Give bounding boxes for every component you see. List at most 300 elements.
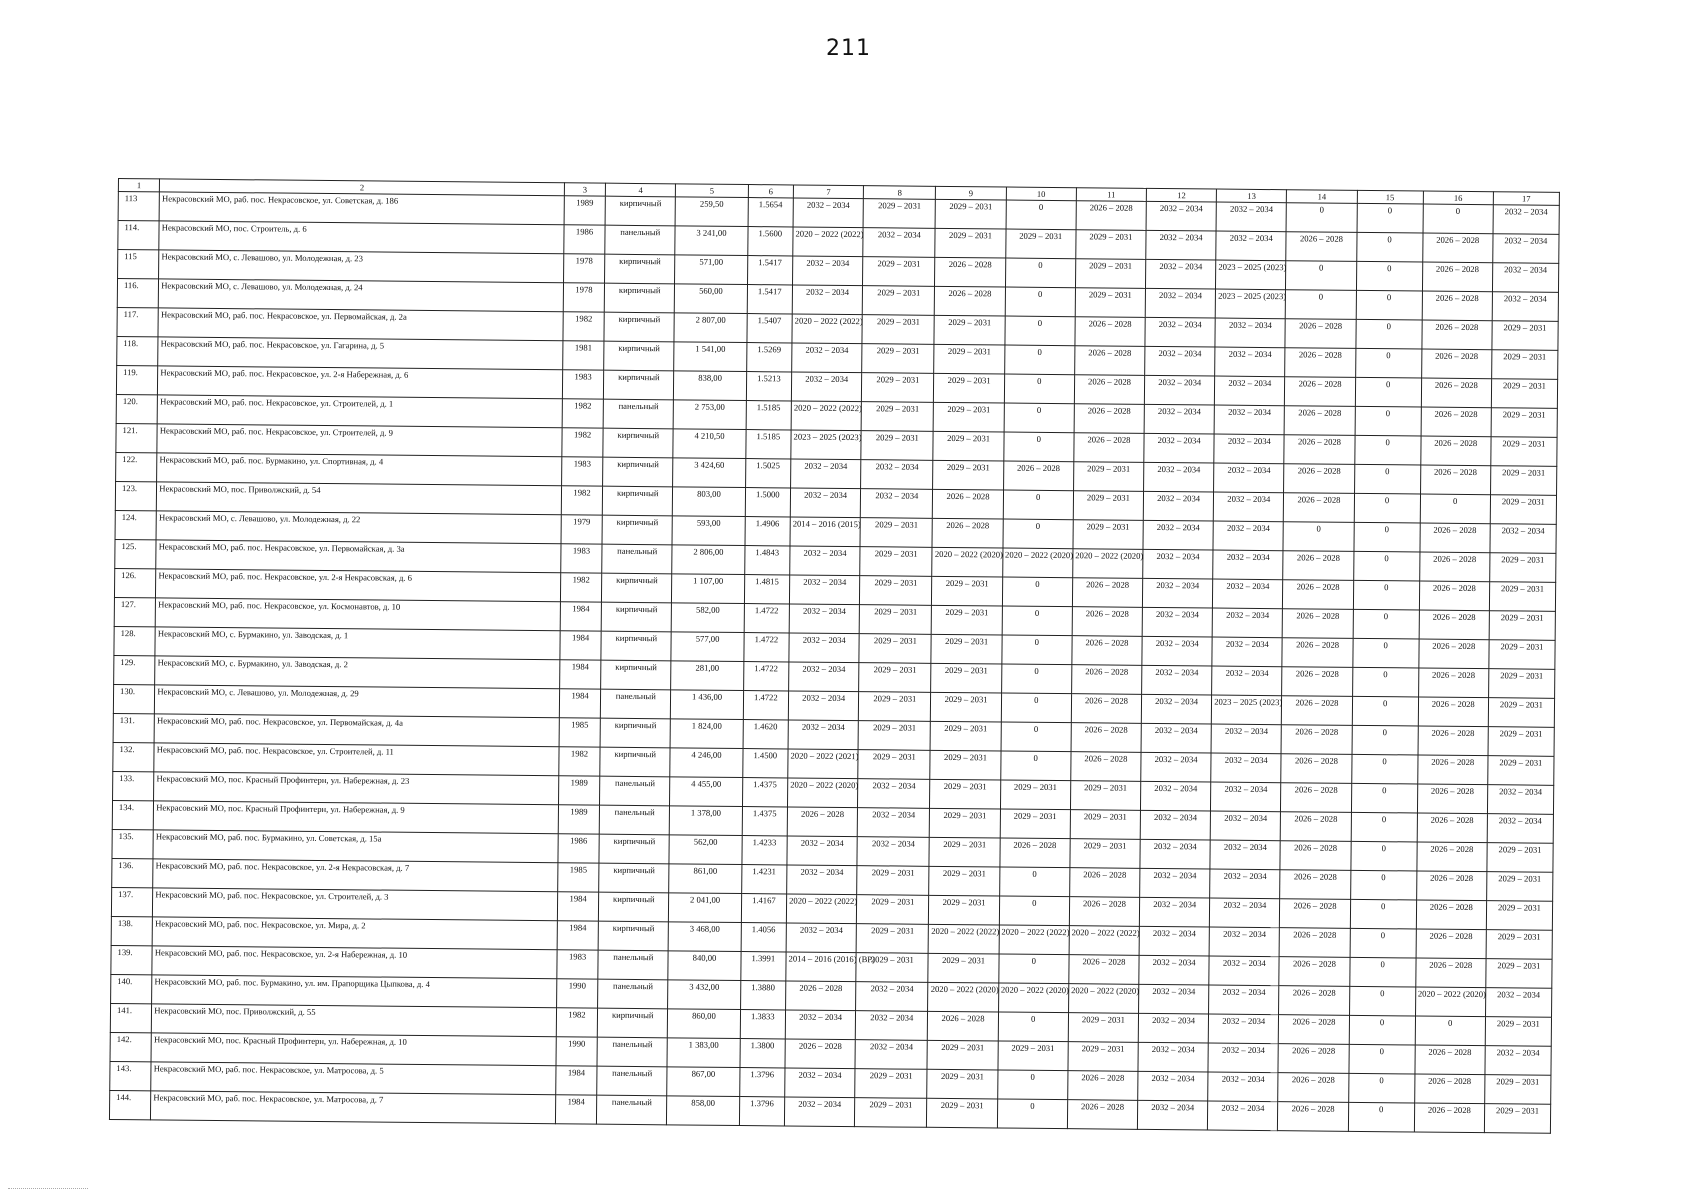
period-cell-col-12: 2032 – 2034 [1138,1071,1208,1101]
wall-material-cell: кирпичный [601,602,671,632]
period-cell-col-7: 2032 – 2034 [786,923,856,953]
wall-material-cell: кирпичный [601,631,671,661]
period-cell-col-14: 0 [1286,290,1356,320]
period-cell-col-7: 2020 – 2022 (2022) [793,227,863,257]
period-cell-col-12: 2032 – 2034 [1144,404,1214,434]
period-cell-col-8: 2029 – 2031 [859,663,932,693]
period-cell-col-12: 2032 – 2034 [1140,868,1210,898]
period-cell-col-14: 2026 – 2028 [1280,841,1350,871]
coefficient-cell: 1.3880 [740,981,786,1010]
period-cell-col-16: 2026 – 2028 [1421,378,1491,408]
year-cell: 1984 [556,1066,598,1095]
period-cell-col-10: 2029 – 2031 [998,1041,1068,1071]
year-cell: 1978 [563,283,605,312]
period-cell-col-11: 2026 – 2028 [1076,201,1146,231]
period-cell-col-7: 2020 – 2022 (2022) [791,401,861,431]
period-cell-col-17: 2029 – 2031 [1491,437,1557,467]
period-cell-col-13: 2032 – 2034 [1215,347,1285,377]
wall-material-cell: кирпичный [605,196,675,226]
period-cell-col-7: 2032 – 2034 [790,546,860,576]
period-cell-col-13: 2023 – 2025 (2023) [1216,260,1286,290]
period-cell-col-13: 2023 – 2025 (2023) [1212,695,1282,725]
period-cell-col-12: 2032 – 2034 [1141,752,1211,782]
period-cell-col-16: 2026 – 2028 [1422,320,1492,350]
period-cell-col-14: 2026 – 2028 [1281,725,1351,755]
period-cell-col-14: 2026 – 2028 [1282,667,1352,697]
period-cell-col-8: 2032 – 2034 [861,460,934,490]
period-cell-col-8: 2029 – 2031 [861,402,934,432]
period-cell-col-15: 0 [1349,986,1415,1016]
period-cell-col-8: 2029 – 2031 [863,257,936,287]
period-cell-col-17: 2029 – 2031 [1489,640,1555,670]
period-cell-col-12: 2032 – 2034 [1142,636,1212,666]
address-cell: Некрасовский МО, раб. пос. Некрасовское, ул. Строителей, д. 1 [157,395,562,428]
period-cell-col-14: 2026 – 2028 [1279,986,1349,1016]
period-cell-col-8: 2029 – 2031 [862,344,935,374]
period-cell-col-9: 2029 – 2031 [934,344,1004,374]
period-cell-col-12: 2032 – 2034 [1138,1042,1208,1072]
address-cell: Некрасовский МО, пос. Красный Профинтерн, ул. Набережная, д. 10 [151,1033,556,1066]
period-cell-col-13: 2032 – 2034 [1210,869,1280,899]
column-header: 7 [793,185,863,199]
address-cell: Некрасовский МО, раб. пос. Некрасовское, ул. 2-я Набережная, д. 10 [152,946,557,979]
period-cell-col-16: 2026 – 2028 [1421,407,1491,437]
wall-material-cell: кирпичный [605,254,675,284]
period-cell-col-10: 0 [1001,664,1071,694]
period-cell-col-15: 0 [1350,899,1416,929]
year-cell: 1983 [562,370,604,399]
row-number-cell: 139. [111,945,153,974]
period-cell-col-16: 2026 – 2028 [1417,755,1487,785]
period-cell-col-10: 2026 – 2028 [1003,461,1073,491]
year-cell: 1984 [559,689,601,718]
year-cell: 1983 [561,544,603,573]
period-cell-col-7: 2032 – 2034 [785,1010,855,1040]
period-cell-col-13: 2032 – 2034 [1209,985,1279,1015]
period-cell-col-10: 0 [1002,577,1072,607]
period-cell-col-16: 2026 – 2028 [1420,523,1490,553]
period-cell-col-17: 2029 – 2031 [1488,727,1554,757]
period-cell-col-8: 2029 – 2031 [862,373,935,403]
period-cell-col-12: 2032 – 2034 [1146,259,1216,289]
period-cell-col-13: 2032 – 2034 [1216,231,1286,261]
period-cell-col-7: 2032 – 2034 [789,633,859,663]
period-cell-col-13: 2032 – 2034 [1210,811,1280,841]
period-cell-col-16: 2026 – 2028 [1422,262,1492,292]
period-cell-col-7: 2032 – 2034 [791,372,861,402]
area-cell: 1 541,00 [674,342,747,372]
scan-artifact [8,1188,88,1192]
table-body [109,192,1559,1134]
period-cell-col-11: 2029 – 2031 [1076,230,1146,260]
period-cell-col-16: 2026 – 2028 [1419,610,1489,640]
period-cell-col-12: 2032 – 2034 [1140,839,1210,869]
row-number-cell: 132. [113,742,155,771]
row-number-cell: 118. [117,336,159,365]
period-cell-col-8: 2029 – 2031 [861,431,934,461]
wall-material-cell: кирпичный [599,892,669,922]
period-cell-col-7: 2032 – 2034 [791,459,861,489]
period-cell-col-10: 2029 – 2031 [1000,780,1070,810]
year-cell: 1986 [558,834,600,863]
column-header: 14 [1287,190,1357,204]
period-cell-col-11: 2029 – 2031 [1070,810,1140,840]
period-cell-col-8: 2029 – 2031 [855,1069,928,1099]
period-cell-col-15: 0 [1349,1044,1415,1074]
coefficient-cell: 1.3991 [740,952,786,981]
period-cell-col-13: 2032 – 2034 [1208,1072,1278,1102]
area-cell: 3 241,00 [675,226,748,256]
period-cell-col-15: 0 [1357,203,1423,233]
period-cell-col-13: 2032 – 2034 [1212,608,1282,638]
coefficient-cell: 1.3796 [739,1097,785,1126]
wall-material-cell: кирпичный [602,573,672,603]
area-cell: 571,00 [675,255,748,285]
period-cell-col-15: 0 [1353,609,1419,639]
period-cell-col-15: 0 [1349,1015,1415,1045]
wall-material-cell: кирпичный [597,1008,667,1038]
coefficient-cell: 1.4233 [742,836,788,865]
period-cell-col-10: 0 [997,1070,1067,1100]
period-cell-col-13: 2032 – 2034 [1216,202,1286,232]
period-cell-col-10: 0 [1006,200,1076,230]
wall-material-cell: панельный [599,805,669,835]
period-cell-col-8: 2029 – 2031 [860,547,933,577]
coefficient-cell: 1.4375 [742,778,788,807]
period-cell-col-13: 2032 – 2034 [1212,666,1282,696]
coefficient-cell: 1.3833 [740,1010,786,1039]
coefficient-cell: 1.4843 [744,546,790,575]
address-cell: Некрасовский МО, раб. пос. Бурмакино, ул. им. Прапорщика Цыпкова, д. 4 [152,975,557,1008]
period-cell-col-14: 0 [1286,203,1356,233]
coefficient-cell: 1.5000 [745,488,791,517]
period-cell-col-15: 0 [1355,406,1421,436]
year-cell: 1985 [559,718,601,747]
period-cell-col-11: 2026 – 2028 [1071,694,1141,724]
period-cell-col-14: 2026 – 2028 [1278,1073,1348,1103]
column-header: 5 [676,184,748,198]
period-cell-col-17: 2029 – 2031 [1486,901,1552,931]
period-cell-col-16: 0 [1415,1016,1485,1046]
period-cell-col-15: 0 [1353,580,1419,610]
coefficient-cell: 1.4056 [741,923,787,952]
row-number-cell: 135. [112,829,154,858]
area-cell: 582,00 [672,603,745,633]
period-cell-col-10: 0 [1004,345,1074,375]
wall-material-cell: кирпичный [604,283,674,313]
period-cell-col-7: 2032 – 2034 [787,865,857,895]
period-cell-col-9: 2029 – 2031 [932,576,1002,606]
period-cell-col-11: 2026 – 2028 [1075,317,1145,347]
area-cell: 867,00 [667,1067,740,1097]
period-cell-col-12: 2032 – 2034 [1139,955,1209,985]
address-cell: Некрасовский МО, раб. пос. Некрасовское, ул. 2-я Набережная, д. 6 [158,366,563,399]
period-cell-col-11: 2026 – 2028 [1068,1071,1138,1101]
area-cell: 838,00 [674,371,747,401]
period-cell-col-17: 2032 – 2034 [1492,292,1558,322]
period-cell-col-14: 0 [1283,522,1353,552]
row-number-cell: 129. [114,655,156,684]
wall-material-cell: панельный [602,544,672,574]
period-cell-col-13: 2032 – 2034 [1212,637,1282,667]
period-cell-col-15: 0 [1355,348,1421,378]
column-header: 4 [606,183,676,197]
period-cell-col-14: 2026 – 2028 [1285,348,1355,378]
wall-material-cell: кирпичный [601,660,671,690]
year-cell: 1984 [555,1095,597,1124]
period-cell-col-17: 2029 – 2031 [1486,959,1552,989]
period-cell-col-12: 2032 – 2034 [1145,346,1215,376]
period-cell-col-8: 2032 – 2034 [857,808,930,838]
year-cell: 1984 [560,631,602,660]
period-cell-col-7: 2026 – 2028 [786,981,856,1011]
period-cell-col-12: 2032 – 2034 [1141,694,1211,724]
period-cell-col-8: 2032 – 2034 [860,489,933,519]
address-cell: Некрасовский МО, с. Левашово, ул. Молодежная, д. 29 [155,685,560,718]
area-cell: 593,00 [672,516,745,546]
period-cell-col-17: 2029 – 2031 [1486,930,1552,960]
period-cell-col-13: 2032 – 2034 [1209,927,1279,957]
period-cell-col-14: 2026 – 2028 [1282,638,1352,668]
period-cell-col-17: 2029 – 2031 [1492,321,1558,351]
period-cell-col-8: 2032 – 2034 [856,982,929,1012]
period-cell-col-10: 0 [998,1012,1068,1042]
period-cell-col-13: 2032 – 2034 [1208,1101,1278,1131]
period-cell-col-8: 2029 – 2031 [860,518,933,548]
period-cell-col-9: 2029 – 2031 [934,315,1004,345]
area-cell: 577,00 [671,632,744,662]
wall-material-cell: панельный [597,1095,667,1125]
period-cell-col-14: 2026 – 2028 [1281,783,1351,813]
row-number-cell: 121. [116,423,158,452]
period-cell-col-16: 2026 – 2028 [1419,581,1489,611]
coefficient-cell: 1.4722 [743,662,789,691]
period-cell-col-12: 2032 – 2034 [1139,897,1209,927]
period-cell-col-7: 2032 – 2034 [788,720,858,750]
period-cell-col-10: 0 [1005,316,1075,346]
period-cell-col-17: 2029 – 2031 [1485,1017,1551,1047]
period-cell-col-7: 2032 – 2034 [788,691,858,721]
period-cell-col-14: 2026 – 2028 [1285,319,1355,349]
page-number: 211 [826,36,871,61]
address-cell: Некрасовский МО, с. Левашово, ул. Молодежная, д. 24 [159,279,564,312]
area-cell: 2 753,00 [673,400,746,430]
wall-material-cell: панельный [603,399,673,429]
period-cell-col-12: 2032 – 2034 [1146,230,1216,260]
period-cell-col-15: 0 [1351,783,1417,813]
period-cell-col-14: 2026 – 2028 [1279,928,1349,958]
coefficient-cell: 1.4620 [743,720,789,749]
year-cell: 1986 [564,225,606,254]
period-cell-col-15: 0 [1351,841,1417,871]
period-cell-col-15: 0 [1352,696,1418,726]
period-cell-col-8: 2029 – 2031 [860,576,933,606]
period-cell-col-10: 0 [1002,635,1072,665]
coefficient-cell: 1.5185 [745,430,791,459]
wall-material-cell: панельный [597,1037,667,1067]
address-cell: Некрасовский МО, с. Бурмакино, ул. Заводская, д. 1 [155,627,560,660]
period-cell-col-14: 2026 – 2028 [1280,899,1350,929]
period-cell-col-9: 2029 – 2031 [930,750,1000,780]
period-cell-col-9: 2029 – 2031 [927,1069,997,1099]
area-cell: 281,00 [671,661,744,691]
year-cell: 1984 [560,602,602,631]
period-cell-col-9: 2029 – 2031 [931,634,1001,664]
period-cell-col-14: 2026 – 2028 [1284,435,1354,465]
period-cell-col-11: 2026 – 2028 [1069,868,1139,898]
row-number-cell: 141. [110,1003,152,1032]
period-cell-col-13: 2032 – 2034 [1210,840,1280,870]
area-cell: 3 424,60 [673,458,746,488]
period-cell-col-17: 2032 – 2034 [1490,524,1556,554]
year-cell: 1982 [560,573,602,602]
column-header: 12 [1146,188,1216,202]
period-cell-col-7: 2020 – 2022 (2022) [792,314,862,344]
year-cell: 1984 [557,892,599,921]
period-cell-col-14: 2026 – 2028 [1283,551,1353,581]
coefficient-cell: 1.5417 [747,285,793,314]
period-cell-col-15: 0 [1356,232,1422,262]
period-cell-col-13: 2032 – 2034 [1214,434,1284,464]
period-cell-col-15: 0 [1351,754,1417,784]
row-number-cell: 142. [110,1032,152,1061]
period-cell-col-12: 2032 – 2034 [1143,520,1213,550]
coefficient-cell: 1.4906 [745,517,791,546]
period-cell-col-15: 0 [1353,551,1419,581]
period-cell-col-16: 2026 – 2028 [1422,233,1492,263]
row-number-cell: 120. [116,394,158,423]
row-number-cell: 137. [111,887,153,916]
period-cell-col-16: 2026 – 2028 [1416,871,1486,901]
address-cell: Некрасовский МО, пос. Приволжский, д. 55 [152,1004,557,1037]
period-cell-col-7: 2014 – 2016 (2015) [790,517,860,547]
period-cell-col-16: 2026 – 2028 [1415,1045,1485,1075]
period-cell-col-11: 2026 – 2028 [1074,404,1144,434]
address-cell: Некрасовский МО, пос. Красный Профинтерн, ул. Набережная, д. 9 [154,801,559,834]
area-cell: 840,00 [668,951,741,981]
period-cell-col-12: 2032 – 2034 [1142,607,1212,637]
wall-material-cell: панельный [598,950,668,980]
coefficient-cell: 1.4722 [744,633,790,662]
period-cell-col-9: 2029 – 2031 [934,402,1004,432]
coefficient-cell: 1.4231 [741,865,787,894]
period-cell-col-9: 2029 – 2031 [927,1040,997,1070]
period-cell-col-13: 2032 – 2034 [1209,956,1279,986]
column-header: 2 [160,179,565,196]
period-cell-col-13: 2032 – 2034 [1213,492,1283,522]
period-cell-col-12: 2032 – 2034 [1141,723,1211,753]
period-cell-col-12: 2032 – 2034 [1144,433,1214,463]
period-cell-col-12: 2032 – 2034 [1145,288,1215,318]
column-header: 6 [748,185,794,198]
period-cell-col-9: 2029 – 2031 [931,721,1001,751]
period-cell-col-12: 2032 – 2034 [1142,665,1212,695]
period-cell-col-14: 2026 – 2028 [1285,377,1355,407]
period-cell-col-12: 2032 – 2034 [1139,926,1209,956]
capital-repair-register-table [109,178,1560,1134]
period-cell-col-16: 2026 – 2028 [1417,842,1487,872]
row-number-cell: 136. [112,858,154,887]
period-cell-col-8: 2032 – 2034 [857,837,930,867]
period-cell-col-17: 2029 – 2031 [1487,843,1553,873]
period-cell-col-12: 2032 – 2034 [1137,1100,1207,1130]
period-cell-col-13: 2032 – 2034 [1214,405,1284,435]
period-cell-col-10: 0 [999,896,1069,926]
period-cell-col-8: 2029 – 2031 [862,286,935,316]
row-number-cell: 144. [109,1090,151,1119]
year-cell: 1982 [562,399,604,428]
period-cell-col-15: 0 [1356,261,1422,291]
period-cell-col-10: 0 [1005,258,1075,288]
period-cell-col-9: 2029 – 2031 [927,1098,997,1128]
wall-material-cell: кирпичный [603,457,673,487]
column-header: 10 [1006,187,1076,201]
row-number-cell: 115 [118,250,160,279]
period-cell-col-15: 0 [1348,1073,1414,1103]
period-cell-col-10: 0 [1003,519,1073,549]
period-cell-col-10: 0 [999,867,1069,897]
period-cell-col-7: 2032 – 2034 [789,604,859,634]
wall-material-cell: кирпичный [600,718,670,748]
year-cell: 1983 [561,457,603,486]
period-cell-col-16: 2026 – 2028 [1420,465,1490,495]
period-cell-col-17: 2029 – 2031 [1488,698,1554,728]
period-cell-col-10: 2029 – 2031 [1000,809,1070,839]
coefficient-cell: 1.4722 [743,691,789,720]
row-number-cell: 114. [118,221,160,250]
row-number-cell: 126. [114,568,156,597]
period-cell-col-13: 2032 – 2034 [1208,1014,1278,1044]
period-cell-col-7: 2032 – 2034 [785,1068,855,1098]
period-cell-col-13: 2032 – 2034 [1214,463,1284,493]
period-cell-col-17: 2032 – 2034 [1485,1046,1551,1076]
period-cell-col-12: 2032 – 2034 [1139,984,1209,1014]
period-cell-col-7: 2032 – 2034 [792,343,862,373]
area-cell: 3 468,00 [668,922,741,952]
period-cell-col-10: 2026 – 2028 [1000,838,1070,868]
period-cell-col-11: 2026 – 2028 [1072,636,1142,666]
period-cell-col-7: 2032 – 2034 [793,256,863,286]
address-cell: Некрасовский МО, раб. пос. Некрасовское, ул. Первомайская, д. 4а [154,714,559,747]
period-cell-col-9: 2029 – 2031 [930,808,1000,838]
coefficient-cell: 1.5600 [747,227,793,256]
period-cell-col-17: 2029 – 2031 [1490,495,1556,525]
area-cell: 1 383,00 [667,1038,740,1068]
period-cell-col-13: 2032 – 2034 [1211,782,1281,812]
area-cell: 1 824,00 [670,719,743,749]
period-cell-col-14: 2026 – 2028 [1279,1015,1349,1045]
period-cell-col-10: 2020 – 2022 (2020) [998,983,1068,1013]
period-cell-col-17: 2029 – 2031 [1485,1075,1551,1105]
area-cell: 560,00 [675,284,748,314]
row-number-cell: 116. [117,279,159,308]
period-cell-col-13: 2032 – 2034 [1213,579,1283,609]
wall-material-cell: панельный [597,1066,667,1096]
period-cell-col-9: 2029 – 2031 [933,431,1003,461]
row-number-cell: 140. [111,974,153,1003]
period-cell-col-15: 0 [1354,435,1420,465]
period-cell-col-9: 2029 – 2031 [930,779,1000,809]
period-cell-col-17: 2029 – 2031 [1489,582,1555,612]
row-number-cell: 117. [117,307,159,336]
address-cell: Некрасовский МО, раб. пос. Некрасовское, ул. 2-я Некрасовская, д. 6 [156,569,561,602]
area-cell: 259,50 [675,197,748,227]
period-cell-col-7: 2026 – 2028 [785,1039,855,1069]
period-cell-col-16: 0 [1423,204,1493,234]
coefficient-cell: 1.4500 [742,749,788,778]
period-cell-col-16: 2026 – 2028 [1421,349,1491,379]
period-cell-col-17: 2029 – 2031 [1490,553,1556,583]
